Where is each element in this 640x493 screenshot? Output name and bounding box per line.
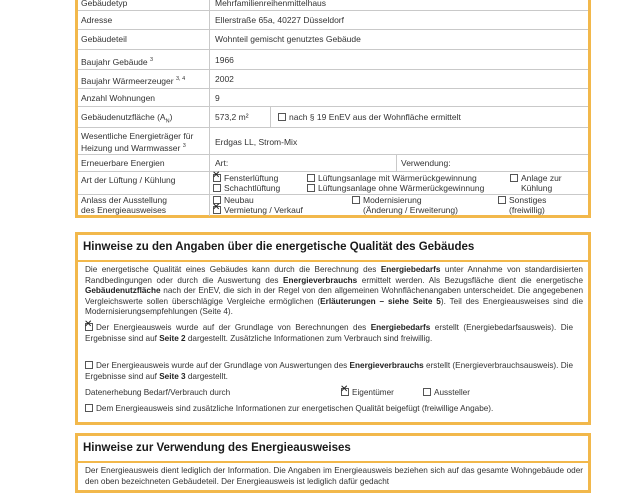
option-vermietung-verkauf[interactable]: ✕Vermietung / Verkauf [213,205,303,215]
row-erneuerbare [78,154,588,172]
checkbox-icon [85,404,93,412]
checkbox-checked-icon [213,174,221,182]
checkbox-icon [307,184,315,192]
label-gebaeudeteil: Gebäudeteil [81,34,127,44]
checkbox-icon [352,196,360,204]
row-adresse [78,10,588,30]
checkbox-icon [278,113,286,121]
erneuerbare-verwendung: Verwendung: [401,158,451,168]
value-gebaeudeteil: Wohnteil gemischt genutztes Gebäude [215,34,361,44]
option-anlage-kuehlung-2: Kühlung [521,183,553,193]
value-gebaeudetyp: Mehrfamilienreihenmittelhaus [215,0,327,8]
label-lueftung: Art der Lüftung / Kühlung [81,175,176,185]
row-lueftung [78,171,588,195]
option-aussteller[interactable]: Aussteller [423,388,470,398]
option-lueftungsanlage-mit[interactable]: Lüftungsanlage mit Wärmerückgewinnung [307,173,477,183]
option-neubau[interactable]: Neubau [213,195,254,205]
value-adresse: Ellerstraße 65a, 40227 Düsseldorf [215,15,344,25]
label-nutzflaeche: Gebäudenutzfläche $(A_N)$ [81,112,173,125]
section-verwendung [75,433,591,493]
section-energetische-qualitaet [75,232,591,425]
checkbox-checked-icon [341,388,349,396]
row-baujahr-gebaeude [78,49,588,70]
label-anlass-1: Anlass der Ausstellung [81,195,167,205]
value-anzahl-wohnungen: 9 [215,93,220,103]
section1-intro: Die energetische Qualität eines Gebäudes kann durch die Berechnung des Energiebedarfs unter Annahme von standardisierten Randbedingungen oder durch die Auswertung des Energieverbrauchs ermittelt werden. Als Bezugsfläche dient die energetische Gebäudenutzfläche nach der EnEV, die sich in der Regel von den allgemeinen Wohnflächenangaben unterscheidet. Die angegebenen Vergleichswerte sollen überschlägige Vergleiche ermöglichen (Erläuterungen – siehe Seite 5). Teil des Energieausweises sind die Modernisierungsempfehlungen (Seite 4). [85,265,584,317]
label-baujahr-gebaeude: Baujahr Gebäude $^3$ [81,56,154,67]
checkbox-icon [85,361,93,369]
label-erneuerbare: Erneuerbare Energien [81,158,165,168]
label-anzahl-wohnungen: Anzahl Wohnungen [81,93,156,103]
value-energietraeger: Erdgas LL, Strom-Mix [215,137,298,147]
option-anlage-kuehlung[interactable]: Anlage zur [510,173,562,183]
value-baujahr-waermeerzeuger: 2002 [215,74,234,84]
row-gebaeudeteil [78,29,588,50]
building-data-table [75,0,591,218]
option-modernisierung-2: (Änderung / Erweiterung) [363,205,458,215]
option-bedarfsausweis[interactable]: ✕Der Energieausweis wurde auf der Grundlage von Berechnungen des Energiebedarfs erstellt (Energiebedarfsausweis). Die Ergebnisse sind auf Seite 2 dargestellt. Zusätzliche Informationen zum Verbrauch sind freiwillig. [85,323,573,344]
option-schachtlueftung[interactable]: Schachtlüftung [213,183,280,193]
option-nutzflaeche-enev[interactable]: nach § 19 EnEV aus der Wohnfläche ermittelt [278,112,461,122]
option-modernisierung[interactable]: Modernisierung [352,195,422,205]
section1-title: Hinweise zu den Angaben über die energetische Qualität des Gebäudes [83,241,475,253]
checkbox-checked-icon [85,323,93,331]
label-baujahr-waermeerzeuger: Baujahr Wärmeerzeuger $^{3, 4}$ [81,75,186,86]
row-baujahr-waermeerzeuger [78,69,588,89]
checkbox-icon [307,174,315,182]
checkbox-icon [423,388,431,396]
checkbox-icon [213,184,221,192]
checkbox-icon [498,196,506,204]
label-energietraeger-1: Wesentliche Energieträger für [81,131,194,141]
label-energietraeger-2: Heizung und Warmwasser $^3$ [81,142,186,153]
label-gebaeudetyp: Gebäudetyp [81,0,128,8]
label-datenerhebung: Datenerhebung Bedarf/Verbrauch durch [85,388,231,397]
option-verbrauchsausweis[interactable]: Der Energieausweis wurde auf der Grundlage von Auswertungen des Energieverbrauchs erstellt (Energieverbrauchsausweis). Die Ergebnisse sind auf Seite 3 dargestellt. [85,361,573,381]
option-eigentuemer[interactable]: ✕ Eigentümer [341,388,394,398]
row-energietraeger [78,127,588,155]
row-anzahl-wohnungen [78,88,588,107]
section2-text: Der Energieausweis dient lediglich der Information. Die Angaben im Energieausweis beziehen sich auf das gesamte Wohngebäude oder den oben bezeichneten Gebäudeteil. Der Energieausweis ist lediglich dafür gedacht [85,466,583,486]
value-nutzflaeche: 573,2 m² [215,112,249,122]
label-adresse: Adresse [81,15,113,25]
option-fensterlueftung[interactable]: ✕ Fensterlüftung [213,173,278,183]
row-anlass [78,194,588,216]
checkbox-checked-icon [213,206,221,214]
value-baujahr-gebaeude: 1966 [215,55,234,65]
label-anlass-2: des Energieausweises [81,205,167,215]
section2-title: Hinweise zur Verwendung des Energieausweises [83,442,351,454]
row-nutzflaeche [78,106,588,128]
option-sonstiges[interactable]: Sonstiges [498,195,546,205]
option-lueftungsanlage-ohne[interactable]: Lüftungsanlage ohne Wärmerückgewinnung [307,183,484,193]
option-zusaetzliche-informationen[interactable]: Dem Energieausweis sind zusätzliche Informationen zur energetischen Qualität beigefügt (freiwillige Angabe). [85,404,493,414]
option-sonstiges-2: (freiwillig) [509,205,545,215]
checkbox-icon [510,174,518,182]
erneuerbare-art: Art: [215,158,229,168]
